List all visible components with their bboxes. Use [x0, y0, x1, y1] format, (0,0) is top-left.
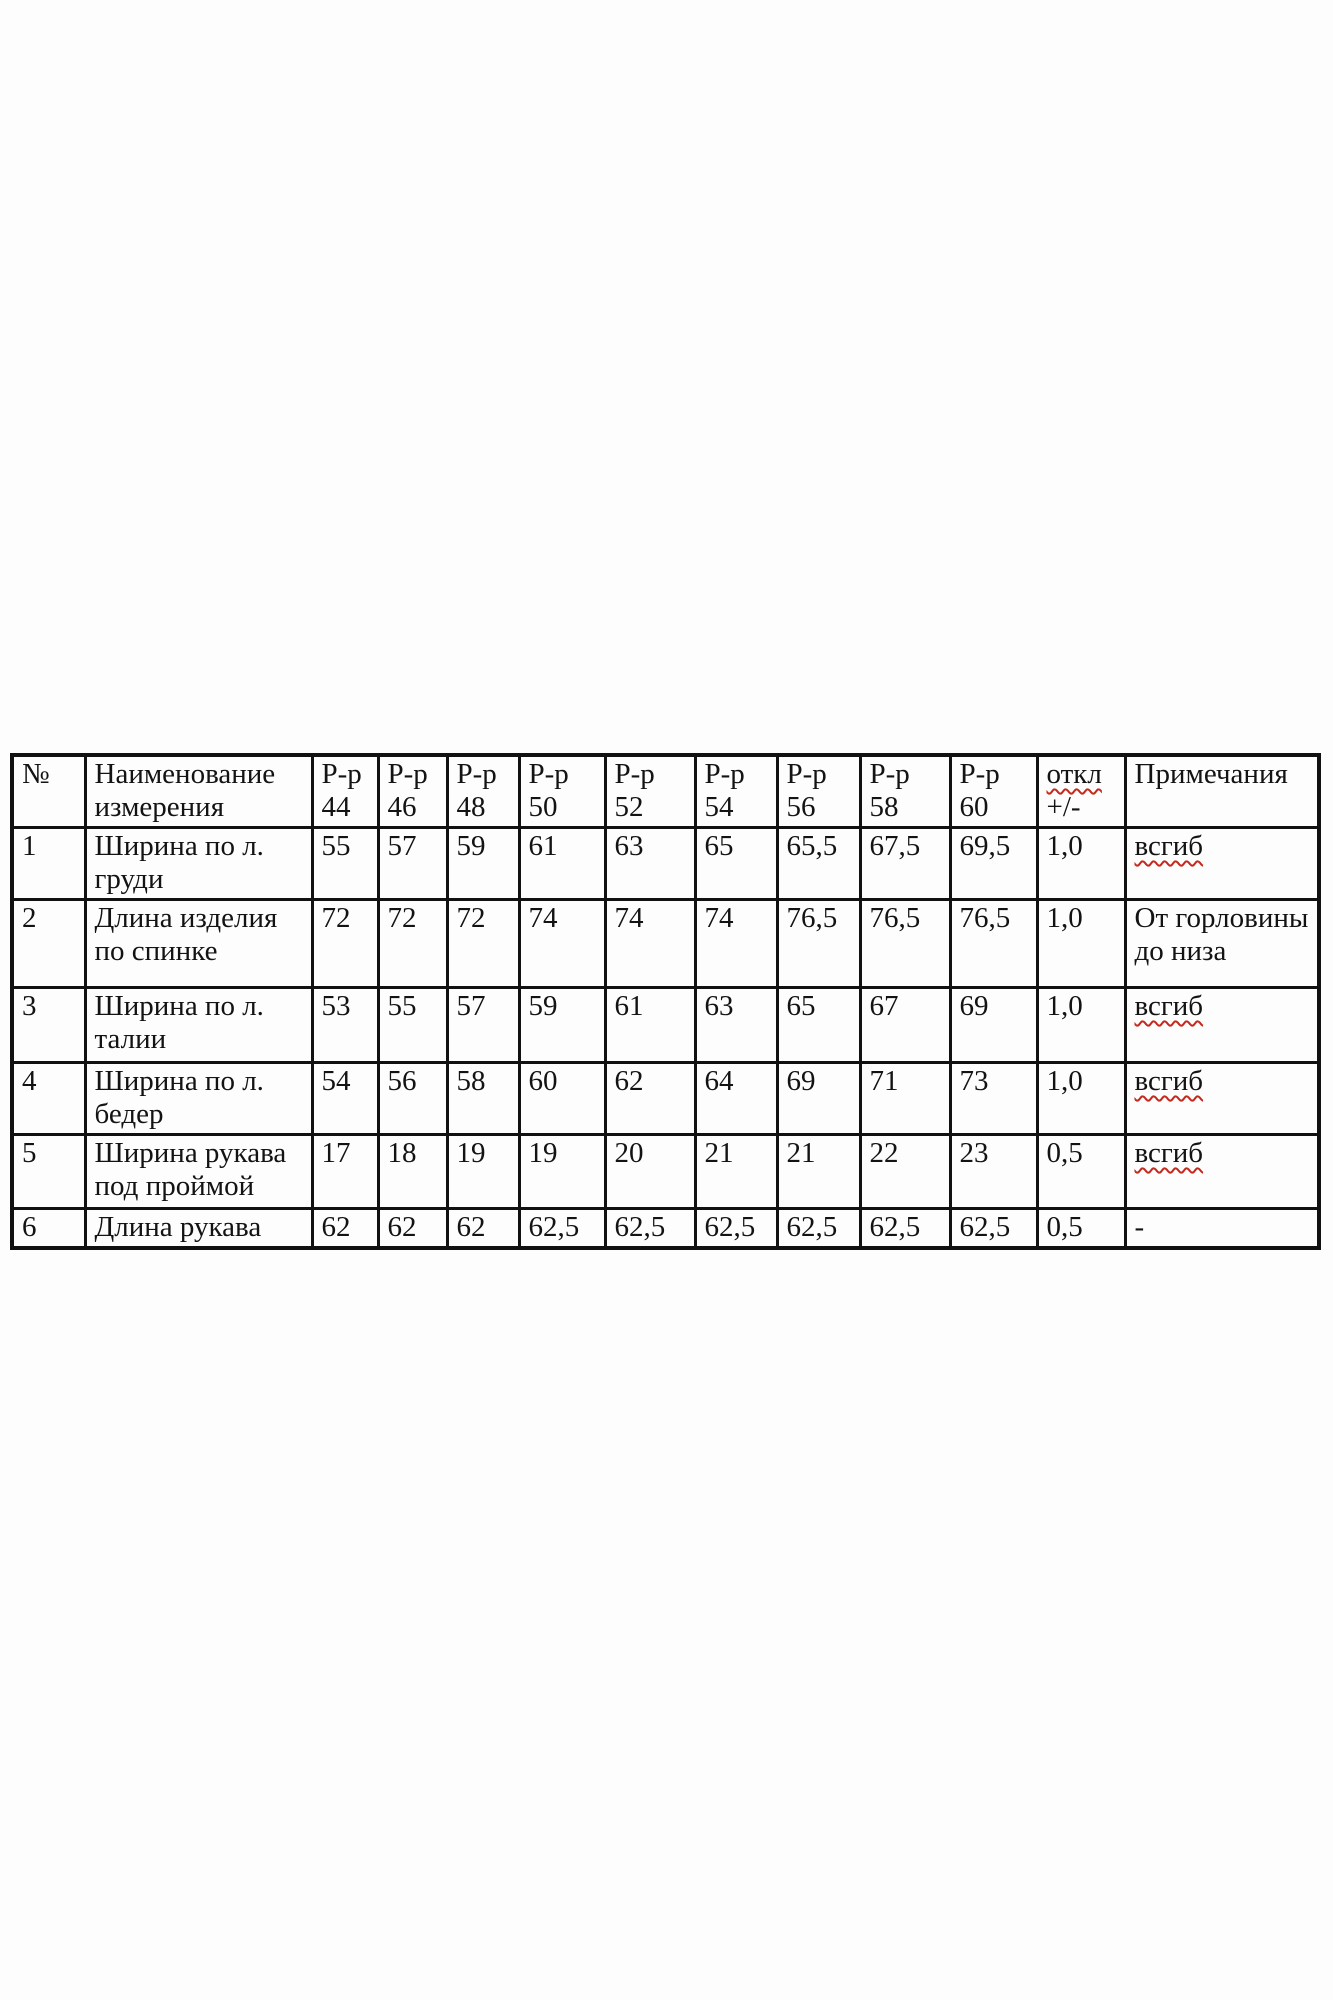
note-text: всгиб	[1134, 830, 1204, 862]
row-number: 5	[12, 1135, 85, 1209]
value-cell: 76,5	[860, 900, 950, 988]
measurement-name: Ширина по л. груди	[85, 828, 312, 900]
header-size-value: 48	[456, 791, 486, 823]
value-cell: 65,5	[777, 828, 860, 900]
value-cell: 21	[695, 1135, 777, 1209]
size-measurements-table	[10, 753, 1321, 1250]
row-number: 3	[12, 988, 85, 1063]
note-text: -	[1134, 1211, 1145, 1243]
header-size-label: Р-р	[614, 758, 655, 790]
table-row	[12, 1209, 1319, 1249]
value-cell: 57	[447, 988, 519, 1063]
value-cell: 61	[605, 988, 695, 1063]
value-cell: 62,5	[860, 1209, 950, 1249]
measurement-name: Длина рукава	[85, 1209, 312, 1249]
note-cell	[1125, 900, 1319, 988]
value-cell: 21	[777, 1135, 860, 1209]
value-cell: 56	[378, 1063, 447, 1135]
header-num: №	[12, 755, 85, 828]
measurement-name: Ширина по л. талии	[85, 988, 312, 1063]
row-number: 1	[12, 828, 85, 900]
value-cell: 67,5	[860, 828, 950, 900]
header-size-52	[605, 755, 695, 828]
header-deviation-word: откл	[1046, 758, 1102, 790]
deviation-cell: 1,0	[1037, 1063, 1125, 1135]
header-size-56	[777, 755, 860, 828]
value-cell: 76,5	[950, 900, 1037, 988]
note-cell	[1125, 828, 1319, 900]
value-cell: 67	[860, 988, 950, 1063]
note-cell	[1125, 1063, 1319, 1135]
header-notes: Примечания	[1125, 755, 1319, 828]
row-number: 6	[12, 1209, 85, 1249]
value-cell: 74	[605, 900, 695, 988]
header-size-label: Р-р	[528, 758, 569, 790]
note-text: всгиб	[1134, 1065, 1204, 1097]
value-cell: 62	[378, 1209, 447, 1249]
note-cell	[1125, 988, 1319, 1063]
row-number: 4	[12, 1063, 85, 1135]
value-cell: 62,5	[695, 1209, 777, 1249]
value-cell: 62	[605, 1063, 695, 1135]
value-cell: 62,5	[777, 1209, 860, 1249]
header-deviation	[1037, 755, 1125, 828]
value-cell: 71	[860, 1063, 950, 1135]
deviation-cell: 0,5	[1037, 1209, 1125, 1249]
value-cell: 55	[378, 988, 447, 1063]
header-size-44	[312, 755, 378, 828]
header-size-value: 50	[528, 791, 558, 823]
deviation-cell: 1,0	[1037, 828, 1125, 900]
header-size-label: Р-р	[456, 758, 497, 790]
value-cell: 17	[312, 1135, 378, 1209]
header-size-50	[519, 755, 605, 828]
value-cell: 23	[950, 1135, 1037, 1209]
value-cell: 74	[695, 900, 777, 988]
value-cell: 65	[777, 988, 860, 1063]
note-text: От горловины до низа	[1134, 902, 1309, 967]
value-cell: 64	[695, 1063, 777, 1135]
note-text: всгиб	[1134, 1137, 1204, 1169]
value-cell: 61	[519, 828, 605, 900]
header-size-value: 56	[786, 791, 816, 823]
table-row	[12, 988, 1319, 1063]
value-cell: 55	[312, 828, 378, 900]
value-cell: 20	[605, 1135, 695, 1209]
value-cell: 60	[519, 1063, 605, 1135]
header-size-46	[378, 755, 447, 828]
value-cell: 18	[378, 1135, 447, 1209]
value-cell: 62,5	[519, 1209, 605, 1249]
value-cell: 62,5	[605, 1209, 695, 1249]
value-cell: 59	[447, 828, 519, 900]
value-cell: 69	[950, 988, 1037, 1063]
value-cell: 19	[519, 1135, 605, 1209]
deviation-cell: 1,0	[1037, 988, 1125, 1063]
header-size-60	[950, 755, 1037, 828]
table-row	[12, 900, 1319, 988]
table-row	[12, 1063, 1319, 1135]
header-size-54	[695, 755, 777, 828]
note-text: всгиб	[1134, 990, 1204, 1022]
header-deviation-sign: +/-	[1046, 791, 1081, 823]
value-cell: 65	[695, 828, 777, 900]
value-cell: 54	[312, 1063, 378, 1135]
header-size-label: Р-р	[704, 758, 745, 790]
value-cell: 73	[950, 1063, 1037, 1135]
value-cell: 62	[447, 1209, 519, 1249]
value-cell: 58	[447, 1063, 519, 1135]
table-header-row	[12, 755, 1319, 828]
header-size-value: 60	[959, 791, 989, 823]
value-cell: 69,5	[950, 828, 1037, 900]
value-cell: 76,5	[777, 900, 860, 988]
header-size-label: Р-р	[321, 758, 362, 790]
value-cell: 72	[378, 900, 447, 988]
deviation-cell: 0,5	[1037, 1135, 1125, 1209]
header-size-label: Р-р	[869, 758, 910, 790]
value-cell: 62	[312, 1209, 378, 1249]
measurement-name: Ширина рукава под проймой	[85, 1135, 312, 1209]
value-cell: 62,5	[950, 1209, 1037, 1249]
value-cell: 72	[312, 900, 378, 988]
value-cell: 57	[378, 828, 447, 900]
header-size-value: 54	[704, 791, 734, 823]
value-cell: 63	[695, 988, 777, 1063]
header-size-48	[447, 755, 519, 828]
value-cell: 53	[312, 988, 378, 1063]
row-number: 2	[12, 900, 85, 988]
note-cell	[1125, 1135, 1319, 1209]
value-cell: 74	[519, 900, 605, 988]
value-cell: 19	[447, 1135, 519, 1209]
measurement-name: Длина изделия по спинке	[85, 900, 312, 988]
header-size-value: 46	[387, 791, 417, 823]
note-cell	[1125, 1209, 1319, 1249]
header-size-value: 44	[321, 791, 351, 823]
header-size-value: 52	[614, 791, 644, 823]
value-cell: 22	[860, 1135, 950, 1209]
value-cell: 72	[447, 900, 519, 988]
deviation-cell: 1,0	[1037, 900, 1125, 988]
value-cell: 63	[605, 828, 695, 900]
measurement-name: Ширина по л. бедер	[85, 1063, 312, 1135]
table-row	[12, 828, 1319, 900]
header-size-label: Р-р	[959, 758, 1000, 790]
table-row	[12, 1135, 1319, 1209]
header-size-58	[860, 755, 950, 828]
value-cell: 69	[777, 1063, 860, 1135]
header-size-label: Р-р	[387, 758, 428, 790]
value-cell: 59	[519, 988, 605, 1063]
header-size-label: Р-р	[786, 758, 827, 790]
header-size-value: 58	[869, 791, 899, 823]
header-measurement-name: Наименование измерения	[85, 755, 312, 828]
